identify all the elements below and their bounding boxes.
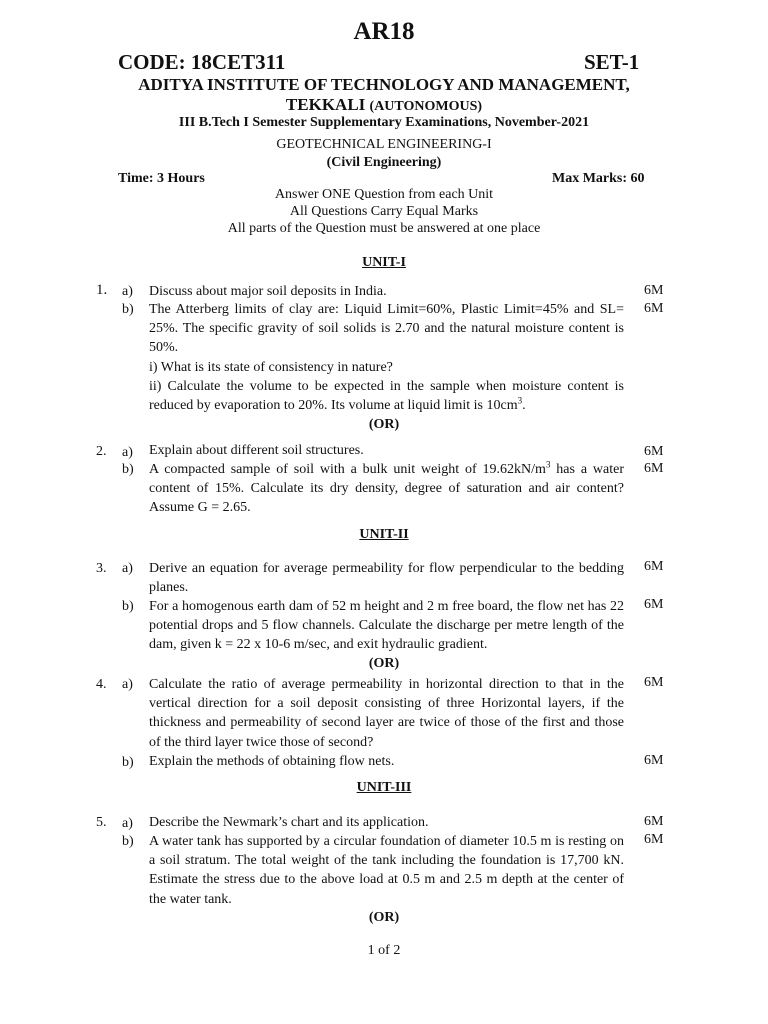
- part-label: b): [122, 462, 134, 477]
- branch-label: (Civil Engineering): [326, 155, 442, 170]
- part-label: b): [122, 834, 134, 849]
- question-text: For a homogenous earth dam of 52 m height and 2 m free board, the flow net has 22 potential drops and 5 flow channels. Calculate the discharge per metre length of the dam, given k = 22 x 10-6 m/sec, and exit hydraulic gradient.: [149, 599, 624, 653]
- period: .: [522, 398, 526, 414]
- marks-label: 6M: [644, 444, 664, 459]
- institute-name: ADITYA INSTITUTE OF TECHNOLOGY AND MANAGEMENT,: [138, 75, 630, 94]
- series-code: AR18: [353, 18, 415, 45]
- subquestion-ii: [149, 377, 624, 415]
- part-label: a): [122, 445, 133, 460]
- marks-label: 6M: [644, 832, 664, 847]
- or-separator: (OR): [368, 910, 400, 925]
- question-text: Explain about different soil structures.: [149, 443, 364, 458]
- question-text: [149, 460, 624, 518]
- question-number: 4.: [96, 677, 107, 692]
- question-text: [149, 300, 624, 415]
- unit-heading: UNIT-I: [362, 255, 406, 270]
- question-number: 2.: [96, 444, 107, 459]
- superscript: 3: [517, 395, 523, 406]
- marks-label: 6M: [644, 675, 664, 690]
- exam-title: III B.Tech I Semester Supplementary Examinations, November-2021: [178, 115, 590, 130]
- marks-label: 6M: [644, 597, 664, 612]
- question-text-post: has a water content of 15%. Calculate its dry density, degree of saturation and air content? Assume G = 2.65.: [149, 462, 624, 516]
- unit-heading: UNIT-III: [356, 780, 412, 795]
- max-marks: Max Marks: 60: [552, 171, 645, 186]
- question-number: 1.: [96, 282, 108, 298]
- exam-duration: Time: 3 Hours: [118, 171, 205, 186]
- question-text: Explain the methods of obtaining flow nets.: [149, 754, 395, 769]
- marks-label: 6M: [644, 753, 664, 768]
- or-separator: (OR): [368, 656, 400, 671]
- instruction-3: All parts of the Question must be answered at one place: [227, 221, 541, 236]
- question-main: The Atterberg limits of clay are: Liquid Limit=60%, Plastic Limit=45% and SL= 25%. The specific gravity of soil solids is 2.70 and the natural moisture content is 50%.: [149, 302, 624, 356]
- page-number: 1 of 2: [367, 943, 401, 958]
- question-text: Derive an equation for average permeability for flow perpendicular to the bedding planes.: [149, 561, 624, 596]
- subject-code: CODE: 18CET311: [118, 50, 286, 74]
- or-separator: (OR): [368, 417, 400, 432]
- subquestion-ii-text: ii) Calculate the volume to be expected in the sample when moisture content is reduced by evaporation to 20%. Its volume at liquid limit is 10cm: [149, 378, 624, 414]
- part-label: a): [122, 816, 133, 831]
- question-text: Discuss about major soil deposits in India.: [149, 284, 387, 299]
- marks-label: 6M: [644, 301, 664, 316]
- part-label: b): [122, 755, 134, 770]
- superscript: 3: [545, 459, 551, 470]
- subquestion-i: i) What is its state of consistency in nature?: [149, 359, 393, 375]
- part-label: a): [122, 561, 133, 576]
- marks-label: 6M: [644, 559, 664, 574]
- question-text: A water tank has supported by a circular foundation of diameter 10.5 m is resting on a soil stratum. The total weight of the tank including the foundation is 17,700 kN. Estimate the stress due to the above load at 0.5 m and 2.5 m depth at the center of the water tank.: [149, 834, 624, 907]
- instruction-1: Answer ONE Question from each Unit: [274, 187, 494, 202]
- question-number: 3.: [96, 561, 107, 576]
- question-text-pre: A compacted sample of soil with a bulk unit weight of 19.62kN/m: [149, 462, 546, 477]
- autonomous-label: (AUTONOMOUS): [369, 99, 483, 114]
- institute-location: [0, 95, 768, 115]
- set-number: SET-1: [584, 50, 640, 74]
- marks-label: 6M: [644, 814, 664, 829]
- question-text: Describe the Newmark’s chart and its application.: [149, 815, 429, 830]
- part-label: b): [122, 302, 134, 317]
- question-text: Calculate the ratio of average permeability in horizontal direction to that in the vertical direction for a soil deposit consisting of three Horizontal layers, if the thickness and permeability of second layer are twice of those of the first and those of the third layer twice those of second?: [149, 677, 624, 750]
- unit-heading: UNIT-II: [359, 527, 409, 542]
- marks-label: 6M: [644, 283, 664, 298]
- marks-label: 6M: [644, 461, 664, 476]
- part-label: a): [122, 284, 133, 299]
- course-title: GEOTECHNICAL ENGINEERING-I: [276, 137, 492, 152]
- institute-city: TEKKALI: [285, 95, 366, 114]
- part-label: b): [122, 599, 134, 614]
- instruction-2: All Questions Carry Equal Marks: [289, 204, 479, 219]
- question-number: 5.: [96, 815, 107, 830]
- part-label: a): [122, 677, 133, 692]
